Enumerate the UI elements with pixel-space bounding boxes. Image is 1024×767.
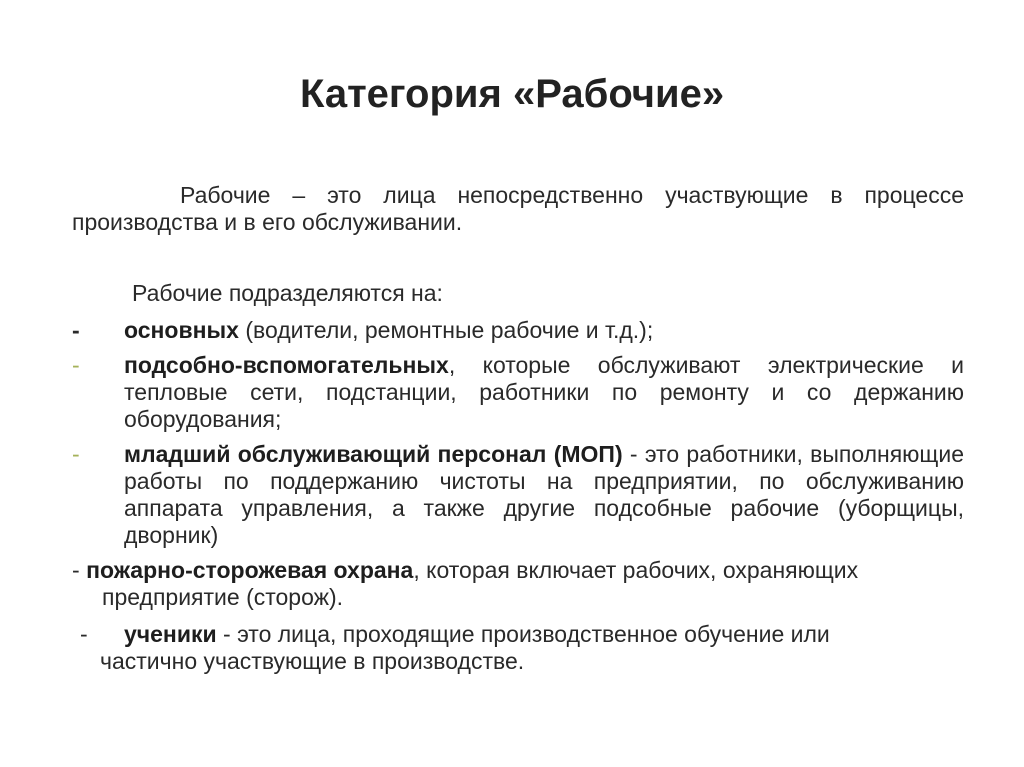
bullet-dash: - bbox=[72, 441, 80, 467]
item-text: - это работники, выполняющие работы по поддержанию чистоты на предприятии, по обслуживанию аппарата управления, а также другие подсобные рабочие (уборщицы, дворник) bbox=[124, 441, 964, 548]
slide-body bbox=[72, 182, 964, 675]
list-item-apprentices bbox=[72, 621, 964, 675]
item-text: - это лица, проходящие производственное обучение или bbox=[216, 621, 830, 647]
definition-paragraph: Рабочие – это лица непосредственно участвующие в процессе производства и в его обслуживании. bbox=[72, 182, 964, 235]
bullet-dash: - bbox=[72, 317, 80, 343]
list-item-fire-guard bbox=[72, 557, 964, 611]
item-continuation: предприятие (сторож). bbox=[102, 584, 344, 610]
bullet-dash: - bbox=[72, 557, 80, 583]
bullet-dash: - bbox=[72, 352, 80, 378]
item-term: младший обслуживающий персонал (МОП) bbox=[124, 441, 623, 467]
item-text: , которые обслуживают электрические и тепловые сети, подстанции, работники по ремонту и со держанию оборудования; bbox=[124, 352, 964, 432]
item-text: , которая включает рабочих, охраняющих bbox=[413, 557, 859, 583]
item-term: основных bbox=[124, 317, 239, 343]
item-term: подсобно-вспомогательных bbox=[124, 352, 449, 378]
item-term: пожарно-сторожевая охрана bbox=[86, 557, 414, 583]
bullet-dash: - bbox=[80, 621, 88, 647]
slide-title: Категория «Рабочие» bbox=[299, 72, 725, 116]
list-item-auxiliary-workers bbox=[72, 352, 964, 433]
list-item-main-workers bbox=[72, 317, 964, 344]
list-item-service-staff bbox=[72, 441, 964, 549]
item-text: (водители, ремонтные рабочие и т.д.); bbox=[238, 317, 654, 343]
item-term: ученики bbox=[124, 621, 217, 647]
item-continuation: частично участвующие в производстве. bbox=[100, 648, 525, 674]
subdivision-intro: Рабочие подразделяются на: bbox=[132, 280, 443, 306]
